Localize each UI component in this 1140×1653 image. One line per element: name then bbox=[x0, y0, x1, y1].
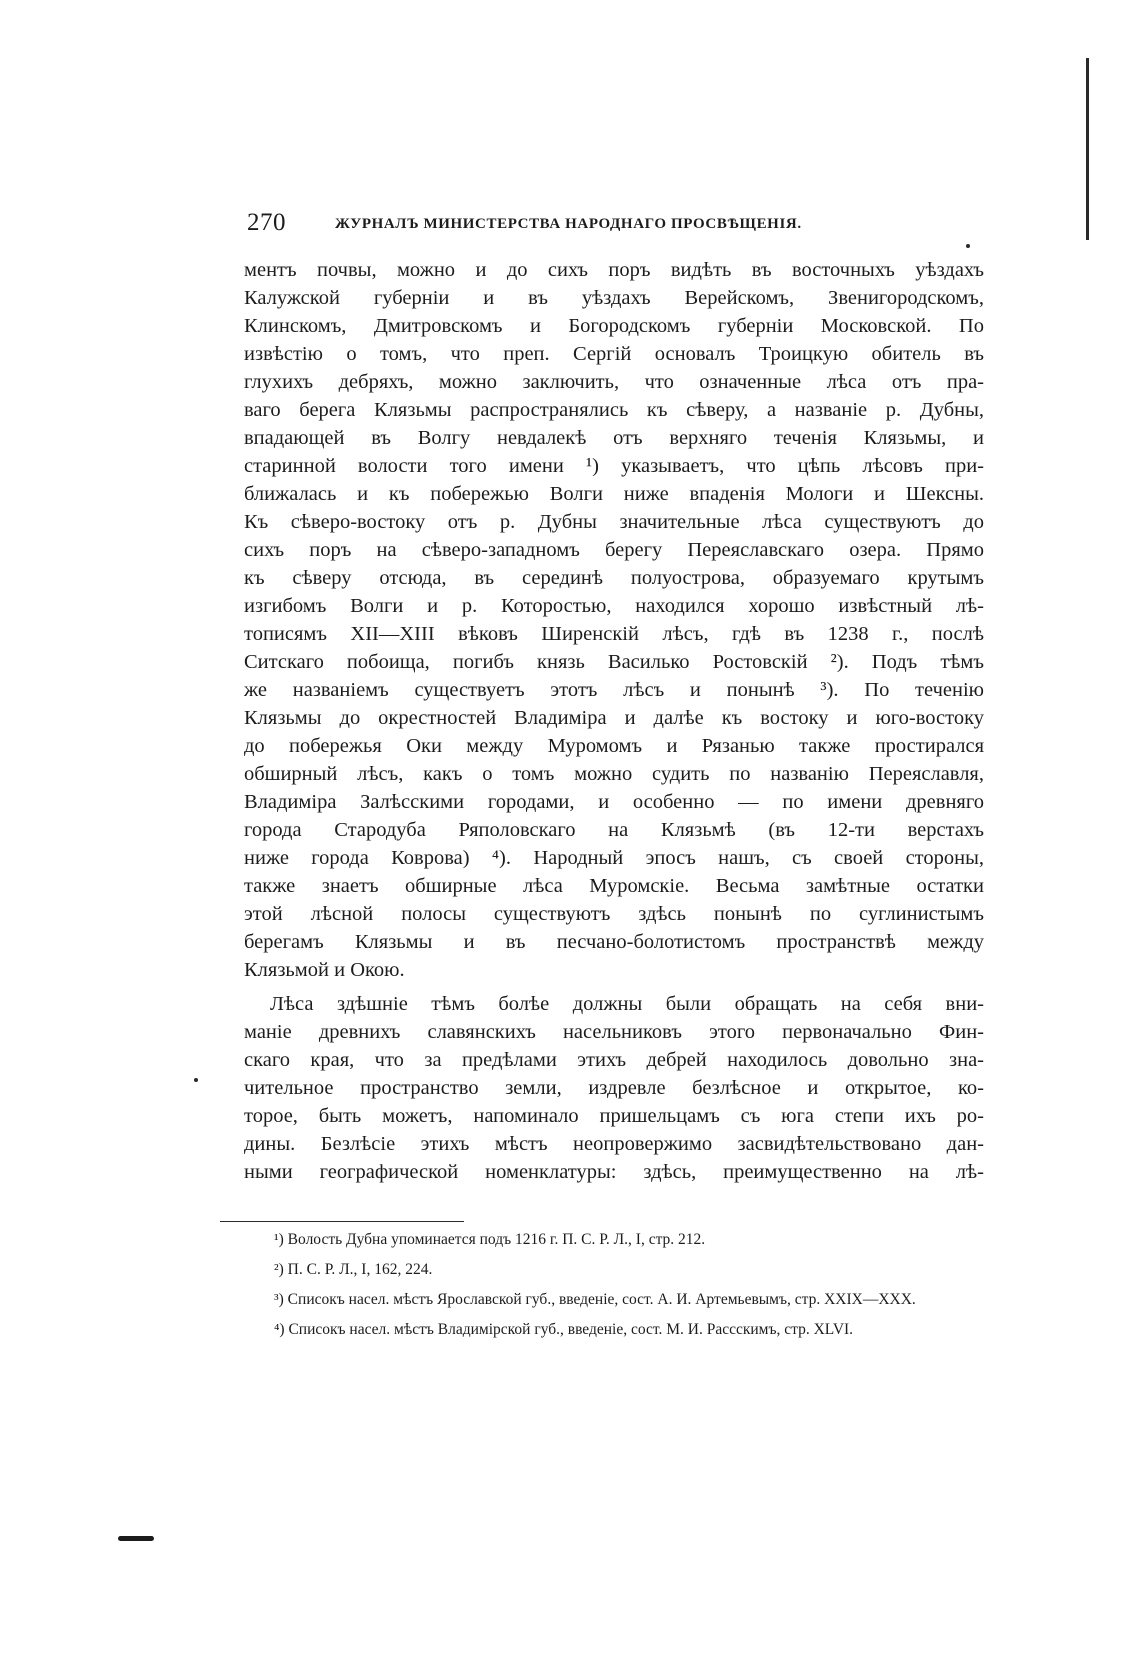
text-line: Ситскаго побоища, погибъ князь Василько Ростовскій ²). Подъ тѣмъ bbox=[244, 651, 984, 673]
text-line: обширный лѣсъ, какъ о томъ можно судить по названію Переяславля, bbox=[244, 763, 984, 785]
text-line: торое, быть можетъ, напоминало пришельцамъ съ юга степи ихъ ро- bbox=[244, 1105, 984, 1127]
text-line: къ сѣверу отсюда, въ серединѣ полуострова, образуемаго крутымъ bbox=[244, 567, 984, 589]
scan-dot bbox=[194, 1078, 198, 1082]
footnote: ³) Списокъ насел. мѣстъ Ярославской губ., введеніе, сост. А. И. Артемьевымъ, стр. XXIX—XXX. bbox=[274, 1291, 916, 1308]
text-line: Клязьмой и Окою. bbox=[244, 959, 405, 981]
scan-dot bbox=[966, 244, 970, 248]
text-line: старинной волости того имени ¹) указываетъ, что цѣпь лѣсовъ при- bbox=[244, 455, 984, 477]
text-line: Владиміра Залѣсскими городами, и особенно — по имени древняго bbox=[244, 791, 984, 813]
text-line: извѣстію о томъ, что преп. Сергій основалъ Троицкую обитель въ bbox=[244, 343, 984, 365]
text-line: ментъ почвы, можно и до сихъ поръ видѣть въ восточныхъ уѣздахъ bbox=[244, 259, 984, 281]
text-line: этой лѣсной полосы существуютъ здѣсь понынѣ по суглинистымъ bbox=[244, 903, 984, 925]
text-line: Лѣса здѣшніе тѣмъ болѣе должны были обращать на себя вни- bbox=[270, 993, 984, 1015]
text-line: скаго края, что за предѣлами этихъ дебрей находилось довольно зна- bbox=[244, 1049, 984, 1071]
text-line: чительное пространство земли, издревле безлѣсное и открытое, ко- bbox=[244, 1077, 984, 1099]
text-line: ближалась и къ побережью Волги ниже впаденія Мологи и Шексны. bbox=[244, 483, 984, 505]
text-line: ваго берега Клязьмы распространялись къ сѣверу, а названіе р. Дубны, bbox=[244, 399, 984, 421]
body-text bbox=[244, 256, 984, 1186]
text-line: маніе древнихъ славянскихъ насельниковъ этого первоначально Фин- bbox=[244, 1021, 984, 1043]
text-line: тописямъ XII—XIII вѣковъ Ширенскій лѣсъ, гдѣ въ 1238 г., послѣ bbox=[244, 623, 984, 645]
text-line: ниже города Коврова) ⁴). Народный эпосъ нашъ, съ своей стороны, bbox=[244, 847, 984, 869]
footnote-separator bbox=[220, 1221, 464, 1222]
footnote: ⁴) Списокъ насел. мѣстъ Владимірской губ., введеніе, сост. М. И. Рассскимъ, стр. XLVI. bbox=[274, 1321, 854, 1338]
footnote: ²) П. С. Р. Л., I, 162, 224. bbox=[274, 1261, 433, 1278]
scan-edge-mark bbox=[1086, 58, 1089, 240]
footnotes bbox=[244, 1228, 984, 1348]
text-line: города Стародуба Ряполовскаго на Клязьмѣ (въ 12-ти верстахъ bbox=[244, 819, 984, 841]
page-header bbox=[247, 206, 907, 240]
text-line: Калужской губерніи и въ уѣздахъ Верейскомъ, Звенигородскомъ, bbox=[244, 287, 984, 309]
text-line: берегамъ Клязьмы и въ песчано-болотистомъ пространствѣ между bbox=[244, 931, 984, 953]
text-line: до побережья Оки между Муромомъ и Рязанью также простирался bbox=[244, 735, 984, 757]
footnote: ¹) Волость Дубна упоминается подъ 1216 г. П. С. Р. Л., I, стр. 212. bbox=[274, 1231, 706, 1248]
text-line: сихъ поръ на сѣверо-западномъ берегу Переяславскаго озера. Прямо bbox=[244, 539, 984, 561]
scan-dash-mark bbox=[118, 1536, 154, 1541]
text-line: глухихъ дебряхъ, можно заключить, что означенные лѣса отъ пра- bbox=[244, 371, 984, 393]
text-line: Къ сѣверо-востоку отъ р. Дубны значительные лѣса существуютъ до bbox=[244, 511, 984, 533]
text-line: же названіемъ существуетъ этотъ лѣсъ и понынѣ ³). По теченію bbox=[244, 679, 984, 701]
page-number: 270 bbox=[247, 209, 286, 236]
text-line: впадающей въ Волгу невдалекѣ отъ верхняго теченія Клязьмы, и bbox=[244, 427, 984, 449]
text-line: Клинскомъ, Дмитровскомъ и Богородскомъ губерніи Московской. По bbox=[244, 315, 984, 337]
text-line: изгибомъ Волги и р. Которостью, находился хорошо извѣстный лѣ- bbox=[244, 595, 984, 617]
text-line: Клязьмы до окрестностей Владиміра и далѣе къ востоку и юго-востоку bbox=[244, 707, 984, 729]
text-line: ными географической номенклатуры: здѣсь, преимущественно на лѣ- bbox=[244, 1161, 984, 1183]
running-title: ЖУРНАЛЪ МИНИСТЕРСТВА НАРОДНАГО ПРОСВѢЩЕНІЯ. bbox=[335, 216, 802, 232]
text-line: также знаетъ обширные лѣса Муромскіе. Весьма замѣтные остатки bbox=[244, 875, 984, 897]
text-line: дины. Безлѣсіе этихъ мѣстъ неопровержимо засвидѣтельствовано дан- bbox=[244, 1133, 984, 1155]
